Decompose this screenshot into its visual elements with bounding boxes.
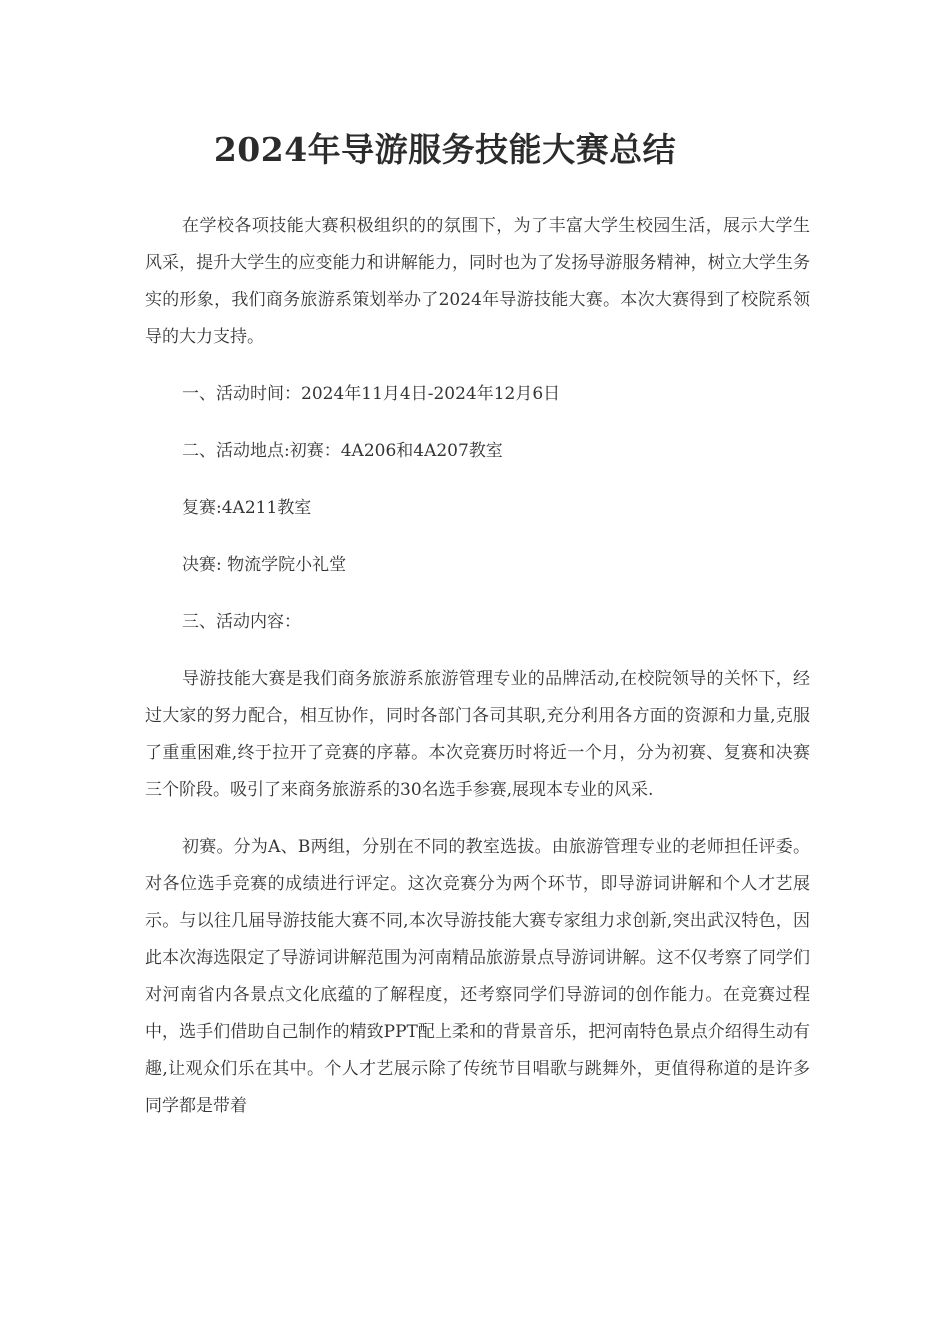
activity-venue: 二、活动地点:初赛：4A206和4A207教室 — [182, 441, 503, 461]
document-title: 2024年导游服务技能大赛总结 — [213, 130, 677, 169]
description-paragraph: 导游技能大赛是我们商务旅游系旅游管理专业的品牌活动,在校院领导的关怀下，经过大家的努力配合，相互协作，同时各部门各司其职,充分利用各方面的资源和力量,克服了重重困难,终于拉开了竞赛的序幕。本次竞赛历时将近一个月，分为初赛、复赛和决赛三个阶段。吸引了来商务旅游系的30名选手参赛,展现本专业的风采. — [145, 669, 810, 800]
activity-content-heading: 三、活动内容： — [182, 612, 301, 632]
preliminary-paragraph: 初赛。分为A、B两组，分别在不同的教室选拔。由旅游管理专业的老师担任评委。对各位选手竞赛的成绩进行评定。这次竞赛分为两个环节，即导游词讲解和个人才艺展示。与以往几届导游技能大赛不同,本次导游技能大赛专家组力求创新,突出武汉特色，因此本次海选限定了导游词讲解范围为河南精品旅游景点导游词讲解。这不仅考察了同学们对河南省内各景点文化底蕴的了解程度，还考察同学们导游词的创作能力。在竞赛过程中，选手们借助自己制作的精致PPT配上柔和的背景音乐，把河南特色景点介绍得生动有趣,让观众们乐在其中。个人才艺展示除了传统节目唱歌与跳舞外，更值得称道的是许多同学都是带着 — [145, 837, 810, 1116]
intro-paragraph: 在学校各项技能大赛积极组织的的氛围下，为了丰富大学生校园生活，展示大学生风采，提升大学生的应变能力和讲解能力，同时也为了发扬导游服务精神，树立大学生务实的形象，我们商务旅游系策划举办了2024年导游技能大赛。本次大赛得到了校院系领导的大力支持。 — [145, 216, 810, 347]
activity-time: 一、活动时间：2024年11月4日-2024年12月6日 — [182, 384, 561, 404]
semifinal-venue: 复赛:4A211教室 — [182, 498, 312, 518]
document-body — [145, 208, 810, 1125]
final-venue: 决赛: 物流学院小礼堂 — [182, 555, 347, 575]
